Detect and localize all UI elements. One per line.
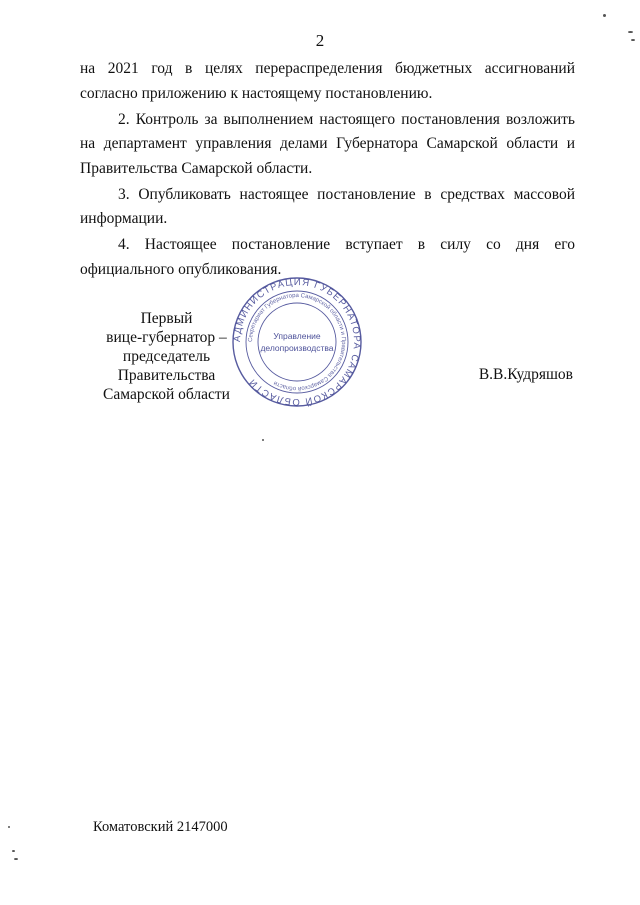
paragraph-item-4: 4. Настоящее постановление вступает в силу со дня его официального опубликования. — [80, 236, 575, 278]
official-seal-stamp — [231, 276, 363, 408]
position-line: вице-губернатор – — [106, 329, 227, 346]
signatory-position — [79, 309, 254, 404]
position-line: Первый — [140, 310, 193, 327]
paragraph-continuation: на 2021 год в целях перераспределения бюджетных ассигнований согласно приложению к настоящему постановлению. — [80, 60, 575, 102]
scan-speck — [8, 826, 10, 828]
position-line: Самарской области — [103, 386, 230, 403]
scan-speck — [262, 439, 264, 441]
scan-speck — [14, 858, 18, 860]
paragraph-item-3: 3. Опубликовать настоящее постановление в средствах массовой информации. — [80, 185, 575, 227]
executor-note: Коматовский 2147000 — [93, 819, 228, 835]
signatory-name: В.В.Кудряшов — [478, 366, 573, 383]
stamp-outer-text: АДМИНИСТРАЦИЯ ГУБЕРНАТОРА САМАРСКОЙ ОБЛАСТИ — [231, 276, 363, 408]
scan-speck — [628, 31, 633, 33]
scan-speck — [631, 39, 635, 41]
paragraph-item-2: 2. Контроль за выполнением настоящего постановления возложить на департамент управления делами Губернатора Самарской области и Правительства Самарской области. — [80, 110, 575, 177]
stamp-center-line-1: Управление — [273, 331, 321, 341]
page-number: 2 — [315, 31, 325, 50]
position-line: председатель Правительства — [117, 348, 216, 384]
scan-speck — [12, 850, 15, 852]
scan-speck — [603, 14, 606, 17]
stamp-middle-text: Секретариат Губернатора Самарской области и Правительства Самарской области — [247, 292, 347, 392]
document-body — [80, 57, 575, 284]
stamp-center-line-2: делопроизводства — [260, 343, 334, 353]
